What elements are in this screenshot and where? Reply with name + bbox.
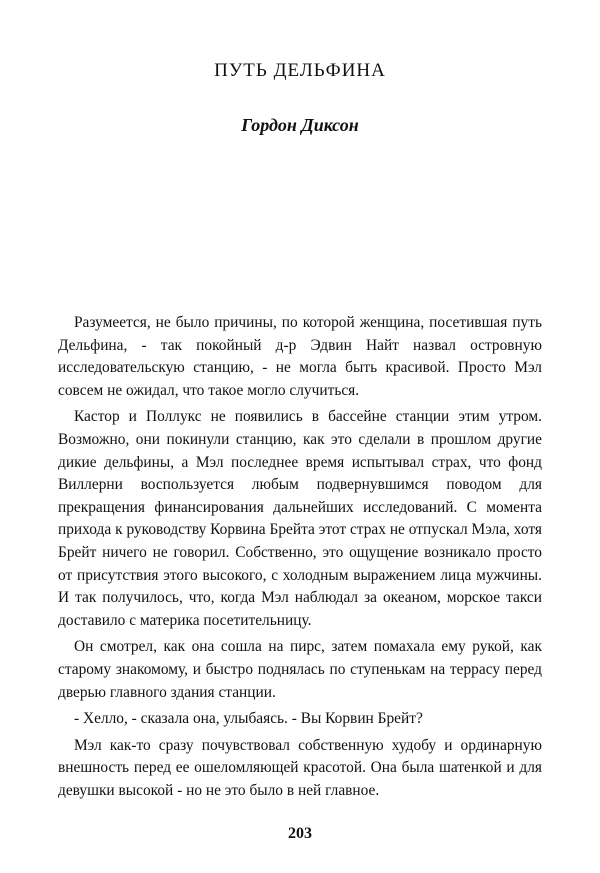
chapter-title: ПУТЬ ДЕЛЬФИНА bbox=[214, 60, 386, 81]
paragraph: Мэл как-то сразу почувствовал собственную худобу и ординарную внешность перед ее ошеломляющей красотой. Она была шатенкой и для девушки высокой - но не это было в ней главное. bbox=[58, 736, 542, 799]
author-name: Гордон Диксон bbox=[241, 115, 359, 135]
body-text bbox=[58, 312, 542, 806]
paragraph: - Хелло, - сказала она, улыбаясь. - Вы Корвин Брейт? bbox=[74, 710, 423, 728]
page-number: 203 bbox=[288, 825, 312, 842]
paragraph: Разумеется, не было причины, по которой женщина, посетившая путь Дельфина, - так покойный д-р Эдвин Найт назвал островную исследовательскую станцию, - не могла быть красивой. Просто Мэл совсем не ожидал, что такое могло случиться. bbox=[58, 314, 542, 399]
paragraph: Кастор и Поллукс не появились в бассейне станции этим утром. Возможно, они покинули станцию, как это сделали в прошлом другие дикие дельфины, а Мэл последнее время испытывал страх, что фонд Виллерни воспользуется любым подвернувшимся поводом для прекращения финансирования дальнейших исследований. С момента прихода к руководству Корвина Брейта этот страх не отпускал Мэла, хотя Брейт ничего не говорил. Собственно, это ощущение возникало просто от присутствия этого высокого, с холодным выражением лица мужчины. И так получилось, что, когда Мэл наблюдал за океаном, морское такси доставило с материка посетительницу. bbox=[58, 408, 542, 629]
paragraph: Он смотрел, как она сошла на пирс, затем помахала ему рукой, как старому знакомому, и быстро поднялась по ступенькам на террасу перед дверью главного здания станции. bbox=[58, 638, 542, 701]
